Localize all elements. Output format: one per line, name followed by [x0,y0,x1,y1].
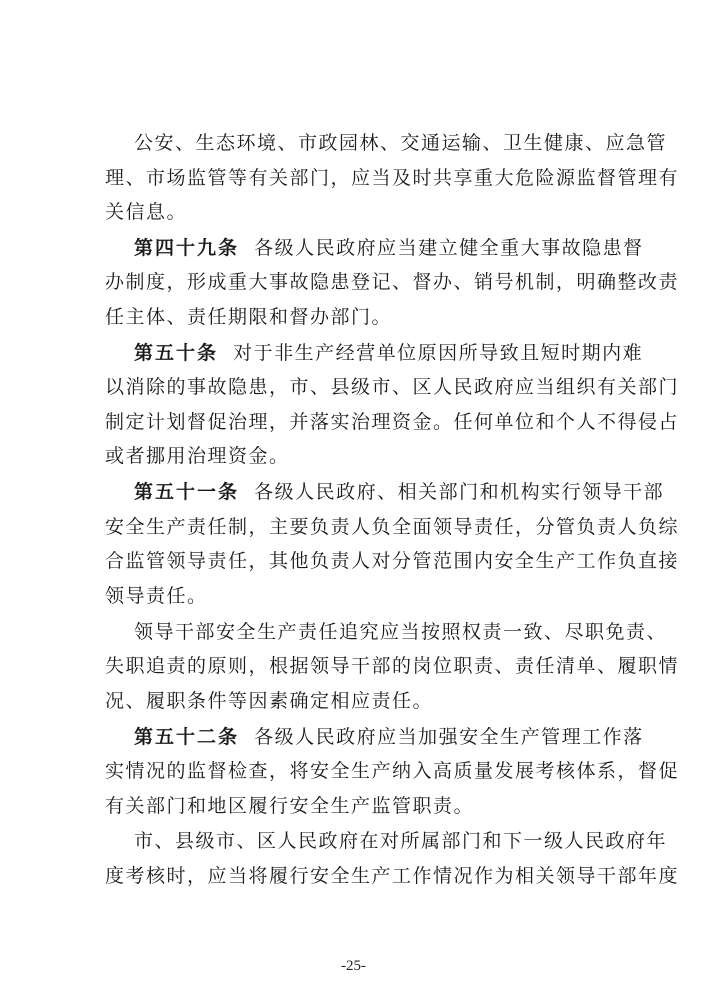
article-49-line [134,236,644,260]
article-heading: 第五十一条 [134,481,240,503]
paragraph-line: 合监管领导责任，其他负责人对分管范围内安全生产工作负直接 [105,550,680,572]
article-heading: 第四十九条 [134,237,240,259]
paragraph-line: 以消除的事故隐患，市、县级市、区人民政府应当组织有关部门 [105,376,680,398]
article-51-line [134,480,664,504]
paragraph-line: 领导责任。 [105,585,208,607]
paragraph-line: 度考核时，应当将履行安全生产工作情况作为相关领导干部年度 [105,865,680,887]
paragraph-line: 任主体、责任期限和督办部门。 [105,306,393,328]
article-text: 各级人民政府应当加强安全生产管理工作落 [254,726,644,748]
paragraph-line: 公安、生态环境、市政园林、交通运输、卫生健康、应急管 [134,132,668,154]
paragraph-line: 办制度，形成重大事故隐患登记、督办、销号机制，明确整改责 [105,271,680,293]
paragraph-line: 安全生产责任制，主要负责人负全面领导责任，分管负责人负综 [105,516,680,538]
paragraph-line: 实情况的监督检查，将安全生产纳入高质量发展考核体系，督促 [105,760,680,782]
article-text: 各级人民政府、相关部门和机构实行领导干部 [254,481,665,503]
article-heading: 第五十条 [134,342,219,364]
article-heading: 第五十二条 [134,726,240,748]
paragraph-line: 有关部门和地区履行安全生产监管职责。 [105,795,475,817]
paragraph-line: 理、市场监管等有关部门，应当及时共享重大危险源监督管理有 [105,167,680,189]
paragraph-line: 制定计划督促治理，并落实治理资金。任何单位和个人不得侵占 [105,411,680,433]
paragraph-line: 市、县级市、区人民政府在对所属部门和下一级人民政府年 [134,830,668,852]
paragraph-line: 领导干部安全生产责任追究应当按照权责一致、尽职免责、 [134,621,668,643]
article-50-line [134,341,643,365]
paragraph-line: 关信息。 [105,201,188,223]
paragraph-line: 况、履职条件等因素确定相应责任。 [105,690,434,712]
article-text: 对于非生产经营单位原因所导致且短时期内难 [233,342,644,364]
page-number: -25- [341,958,366,974]
article-text: 各级人民政府应当建立健全重大事故隐患督 [254,237,644,259]
paragraph-line: 或者挪用治理资金。 [105,445,290,467]
paragraph-line: 失职追责的原则，根据领导干部的岗位职责、责任清单、履职情 [105,655,680,677]
article-52-line [134,725,644,749]
